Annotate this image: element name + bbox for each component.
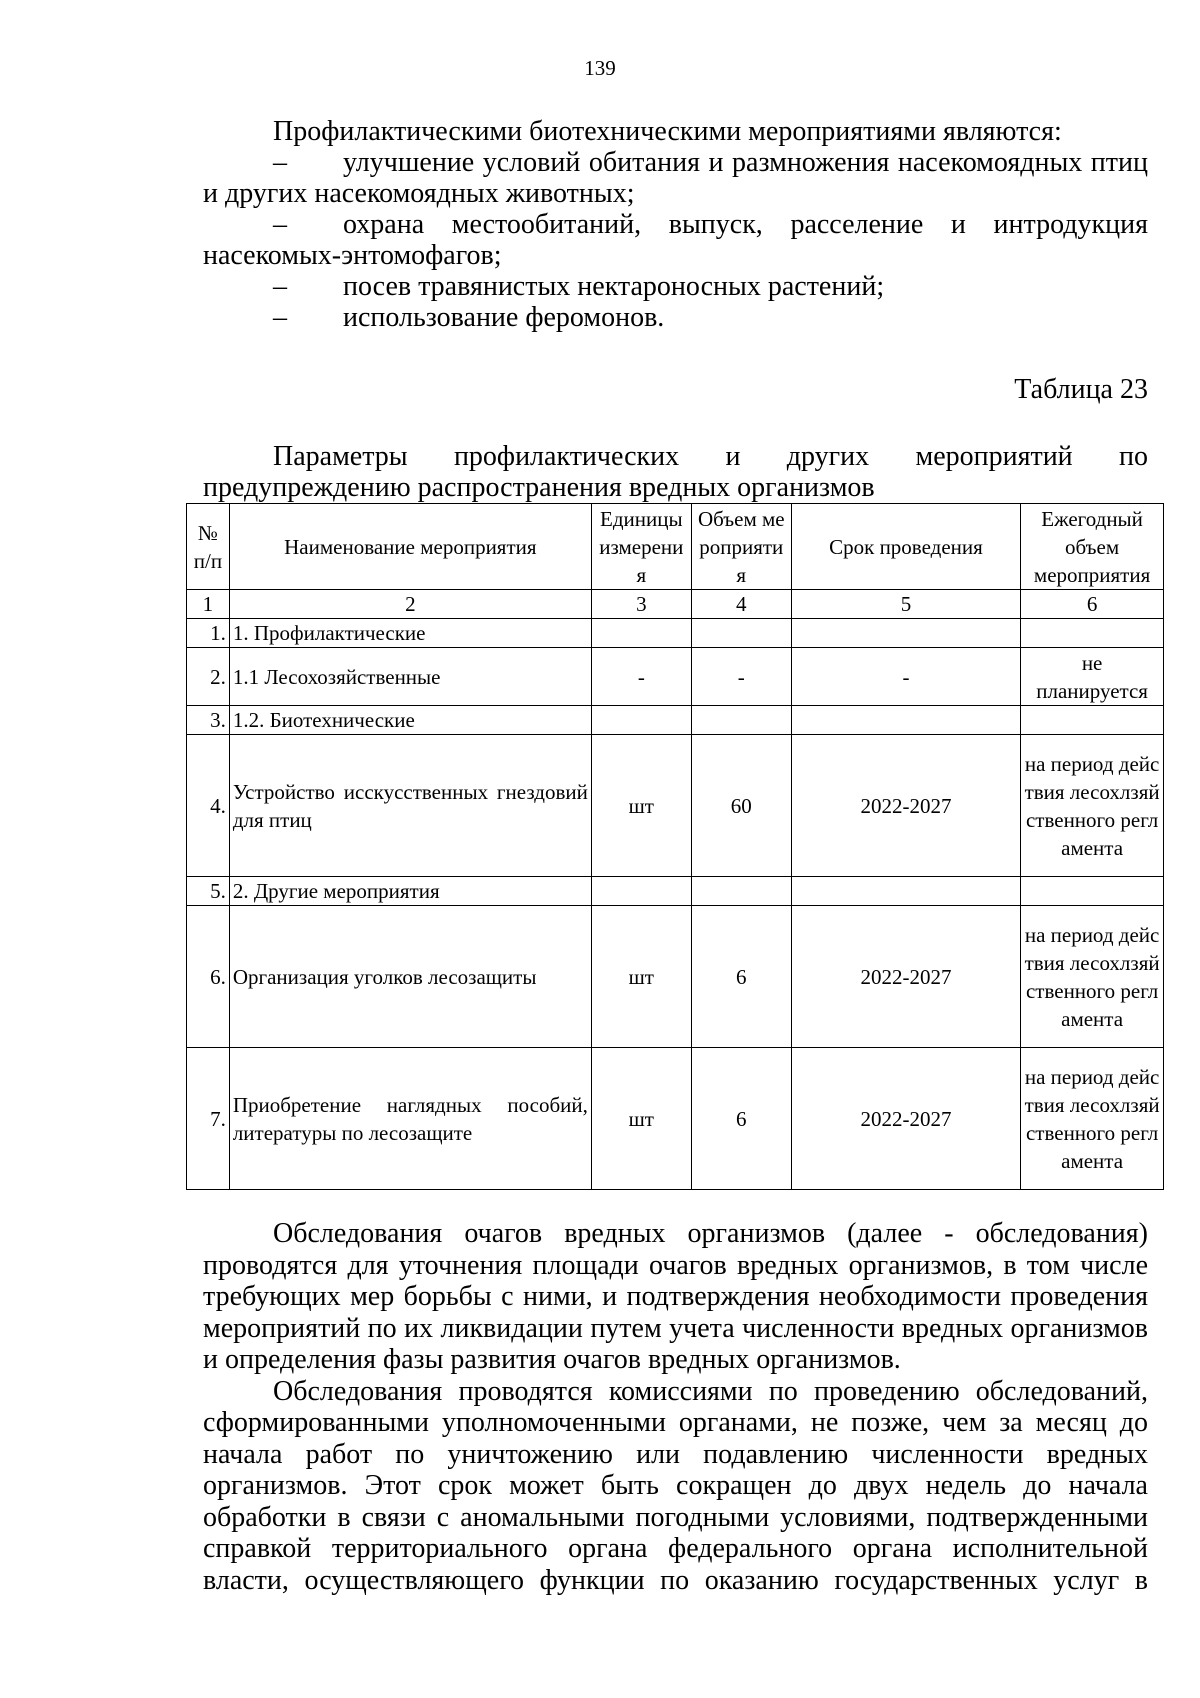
annual-volume: на период действия лесохлзяйственного регламента	[1021, 735, 1164, 877]
column-number: 2	[229, 590, 591, 619]
header-cell: Ежегодный объем мероприятия	[1021, 504, 1164, 590]
column-number: 3	[591, 590, 691, 619]
measure-name: Устройство исскусственных гнездовий для птиц	[229, 735, 591, 877]
intro-section	[203, 116, 1148, 333]
dash-marker: –	[273, 302, 287, 333]
row-number: 7.	[187, 1048, 230, 1190]
annual-volume: на период действия лесохлзяйственного регламента	[1021, 1048, 1164, 1190]
table-title	[203, 441, 1148, 503]
unit: шт	[591, 906, 691, 1048]
volume: -	[691, 648, 791, 706]
measure-name: 1.1 Лесохозяйственные	[229, 648, 591, 706]
unit	[591, 877, 691, 906]
unit: шт	[591, 1048, 691, 1190]
term: -	[791, 648, 1020, 706]
bullet-text: использование феромонов.	[343, 302, 665, 333]
header-cell: Единицы измерения	[591, 504, 691, 590]
table-row	[187, 1048, 1164, 1190]
term	[791, 706, 1020, 735]
table-row	[187, 735, 1164, 877]
bullet-item	[203, 147, 1148, 209]
term	[791, 877, 1020, 906]
unit	[591, 619, 691, 648]
annual-volume	[1021, 706, 1164, 735]
measure-name: 1.2. Биотехнические	[229, 706, 591, 735]
term	[791, 619, 1020, 648]
page-number: 139	[584, 56, 616, 80]
volume	[691, 619, 791, 648]
table-number-row	[187, 590, 1164, 619]
table-title-line-2: предупреждению распространения вредных организмов	[203, 472, 875, 503]
row-number: 4.	[187, 735, 230, 877]
header-cell: Объем мероприятия	[691, 504, 791, 590]
column-number: 6	[1021, 590, 1164, 619]
unit: шт	[591, 735, 691, 877]
volume	[691, 877, 791, 906]
dash-marker: –	[273, 147, 287, 178]
bullet-text: улучшение условий обитания и размножения насекомоядных птиц и других насекомоядных животных;	[203, 147, 1148, 209]
table-row	[187, 906, 1164, 1048]
volume: 6	[691, 906, 791, 1048]
term: 2022-2027	[791, 735, 1020, 877]
bullet-text: посев травянистых нектароносных растений;	[343, 271, 885, 302]
measures-table	[186, 503, 1164, 1190]
annual-volume: не планируется	[1021, 648, 1164, 706]
unit	[591, 706, 691, 735]
measure-name: Организация уголков лесозащиты	[229, 906, 591, 1048]
volume: 6	[691, 1048, 791, 1190]
volume: 60	[691, 735, 791, 877]
header-cell: № п/п	[187, 504, 230, 590]
measure-name: 2. Другие мероприятия	[229, 877, 591, 906]
table-caption: Таблица 23	[1014, 374, 1148, 405]
measure-name: 1. Профилактические	[229, 619, 591, 648]
row-number: 5.	[187, 877, 230, 906]
row-number: 1.	[187, 619, 230, 648]
table-row	[187, 648, 1164, 706]
header-cell: Наименование мероприятия	[229, 504, 591, 590]
bullet-item	[203, 302, 1148, 333]
table-header-row	[187, 504, 1164, 590]
row-number: 6.	[187, 906, 230, 1048]
body-paragraph: Обследования проводятся комиссиями по проведению обследований, сформированными уполномоченными органами, не позже, чем за месяц до начала работ по уничтожению или подавлению численности вредных организмов. Этот срок может быть сокращен до двух недель до начала обработки в связи с аномальными погодными условиями, подтвержденными справкой территориального органа федерального органа исполнительной власти, осуществляющего функции по оказанию государственных услуг в	[203, 1375, 1148, 1596]
unit: -	[591, 648, 691, 706]
term: 2022-2027	[791, 1048, 1020, 1190]
bullet-item	[203, 209, 1148, 271]
row-number: 2.	[187, 648, 230, 706]
table-row	[187, 877, 1164, 906]
column-number: 4	[691, 590, 791, 619]
annual-volume: на период действия лесохлзяйственного регламента	[1021, 906, 1164, 1048]
term: 2022-2027	[791, 906, 1020, 1048]
annual-volume	[1021, 619, 1164, 648]
bullet-item	[203, 271, 1148, 302]
body-section	[203, 1218, 1148, 1596]
dash-marker: –	[273, 209, 287, 240]
bullet-text: охрана местообитаний, выпуск, расселение и интродукция насекомых-энтомофагов;	[203, 209, 1148, 271]
row-number: 3.	[187, 706, 230, 735]
volume	[691, 706, 791, 735]
table-title-line-1: Параметры профилактических и других мероприятий по	[273, 441, 1148, 472]
dash-marker: –	[273, 271, 287, 302]
intro-lead: Профилактическими биотехническими мероприятиями являются:	[273, 116, 1062, 147]
table-row	[187, 706, 1164, 735]
measure-name: Приобретение наглядных пособий, литературы по лесозащите	[229, 1048, 591, 1190]
annual-volume	[1021, 877, 1164, 906]
body-paragraph: Обследования очагов вредных организмов (далее - обследования) проводятся для уточнения площади очагов вредных организмов, в том числе требующих мер борьбы с ними, и подтверждения необходимости проведения мероприятий по их ликвидации путем учета численности вредных организмов и определения фазы развития очагов вредных организмов.	[203, 1218, 1148, 1375]
table-row	[187, 619, 1164, 648]
column-number: 5	[791, 590, 1020, 619]
header-cell: Срок проведения	[791, 504, 1020, 590]
column-number: 1	[187, 590, 230, 619]
